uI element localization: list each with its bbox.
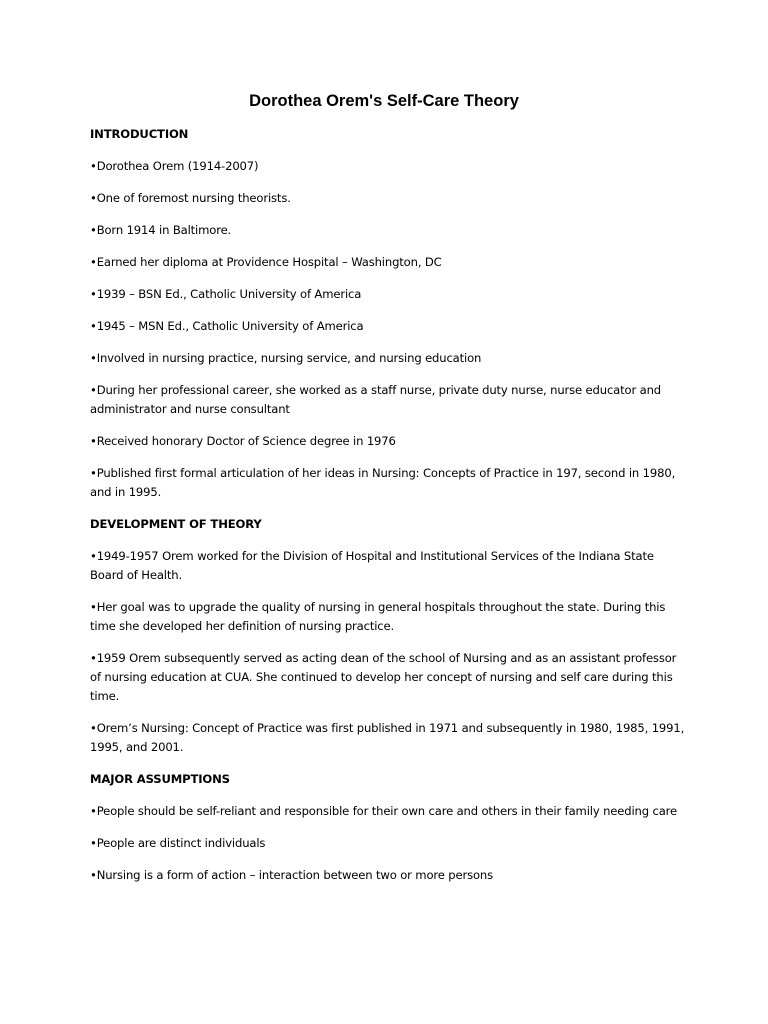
section-heading: INTRODUCTION [90,127,189,141]
bullet-paragraph: •Born 1914 in Baltimore. [90,223,232,237]
bullet-paragraph: •1959 Orem subsequently served as acting dean of the school of Nursing and as an assistant professor of nursing education at CUA. She continued to develop her concept of nursing and self care during this time. [90,651,677,703]
section-introduction [90,125,690,502]
document-title: Dorothea Orem's Self-Care Theory [249,92,519,110]
bullet-paragraph: •People are distinct individuals [90,836,266,850]
bullet-paragraph: •Orem’s Nursing: Concept of Practice was first published in 1971 and subsequently in 1980, 1985, 1991, 1995, and 2001. [90,721,685,754]
bullet-paragraph: •Nursing is a form of action – interaction between two or more persons [90,868,494,882]
bullet-paragraph: •1945 – MSN Ed., Catholic University of America [90,319,364,333]
bullet-paragraph: •Her goal was to upgrade the quality of nursing in general hospitals throughout the state. During this time she developed her definition of nursing practice. [90,600,666,633]
bullet-paragraph: •Received honorary Doctor of Science degree in 1976 [90,434,396,448]
bullet-paragraph: •Published first formal articulation of her ideas in Nursing: Concepts of Practice in 197, second in 1980, and in 1995. [90,466,676,499]
bullet-paragraph: •People should be self-reliant and responsible for their own care and others in their family needing care [90,804,677,818]
section-heading: MAJOR ASSUMPTIONS [90,772,230,786]
bullet-paragraph: •1949-1957 Orem worked for the Division of Hospital and Institutional Services of the Indiana State Board of Health. [90,549,654,582]
bullet-paragraph: •Involved in nursing practice, nursing service, and nursing education [90,351,482,365]
bullet-paragraph: •Dorothea Orem (1914-2007) [90,159,259,173]
bullet-paragraph: •During her professional career, she worked as a staff nurse, private duty nurse, nurse educator and administrator and nurse consultant [90,383,661,416]
bullet-paragraph: •Earned her diploma at Providence Hospital – Washington, DC [90,255,442,269]
section-major-assumptions [90,770,690,885]
bullet-paragraph: •1939 – BSN Ed., Catholic University of America [90,287,362,301]
section-heading: DEVELOPMENT OF THEORY [90,517,262,531]
document-body [90,125,690,898]
section-development-of-theory [90,515,690,757]
bullet-paragraph: •One of foremost nursing theorists. [90,191,291,205]
